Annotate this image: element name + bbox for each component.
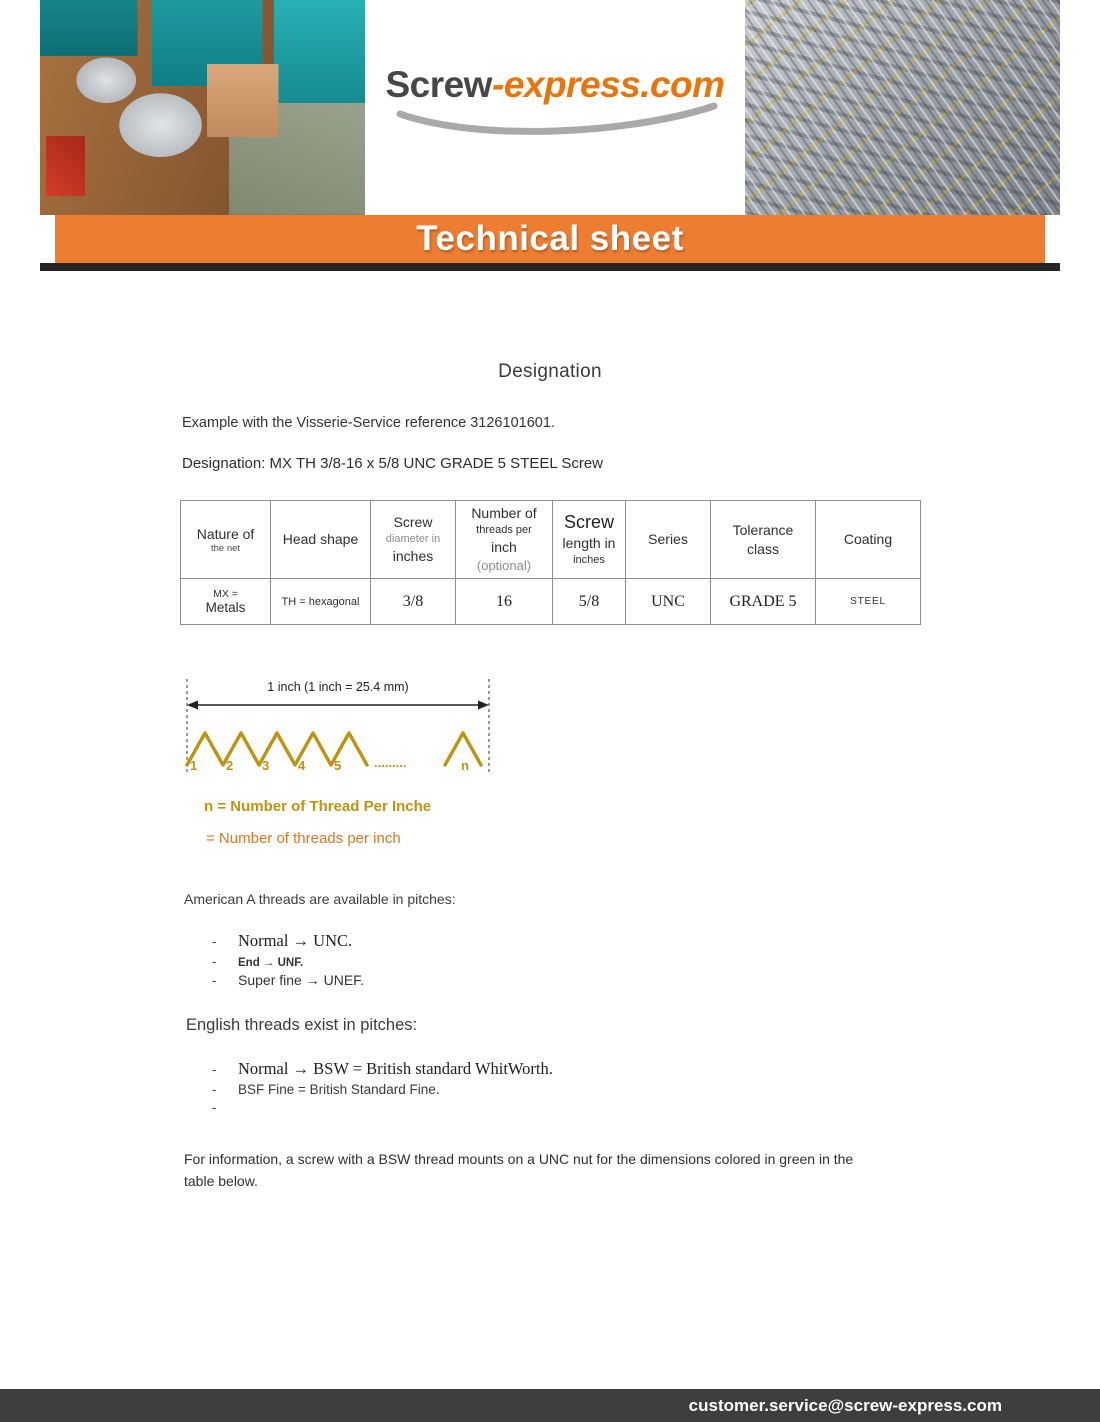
col-header-coating [816, 501, 921, 579]
cell-line: MX = [213, 588, 238, 600]
list-item [212, 931, 1100, 951]
thread-number: 5 [334, 758, 342, 773]
designation-table [180, 500, 921, 625]
header-line: Head shape [282, 531, 359, 548]
info-note: For information, a screw with a BSW thread mounts on a UNC nut for the dimensions colored in green in the table below. [184, 1151, 854, 1189]
logo-text-dark: Screw [385, 64, 492, 105]
logo-swoosh [390, 102, 720, 144]
diagram-caption-bold: n = Number of Thread Per Inche [204, 798, 432, 815]
arrowhead-right [478, 701, 489, 710]
main-content [0, 361, 1100, 1192]
list-item-text: End → UNF. [238, 957, 304, 969]
cell-line: STEEL [850, 596, 886, 607]
cell-head-shape [271, 579, 371, 625]
footer-email[interactable]: customer.service@screw-express.com [688, 1395, 1002, 1415]
list-item [212, 972, 1100, 988]
arrowhead-left [187, 701, 198, 710]
english-threads-intro: English threads exist in pitches: [186, 1016, 418, 1034]
header [0, 0, 1100, 215]
header-line: Tolerance [732, 521, 794, 538]
cell-series [626, 579, 711, 625]
list-dash: - [212, 934, 217, 949]
list-dash: - [212, 1082, 217, 1097]
header-photo-right [745, 0, 1060, 215]
list-item [212, 1100, 1100, 1115]
inch-dimension-label: 1 inch (1 inch = 25.4 mm) [267, 680, 409, 694]
banner [55, 215, 1045, 263]
cell-line: Metals [205, 600, 246, 615]
english-threads-list [0, 1059, 1100, 1115]
cell-diameter [371, 579, 456, 625]
header-photo-left [40, 0, 365, 215]
logo-area [365, 0, 745, 215]
header-line: inch [491, 538, 517, 555]
cell-line: UNC [651, 592, 685, 610]
thread-number: 1 [190, 758, 198, 773]
cell-coating [816, 579, 921, 625]
header-line: length in [562, 534, 616, 551]
diagram-caption-orange: = Number of threads per inch [206, 830, 401, 847]
header-line: inches [392, 547, 434, 564]
list-dash: - [212, 973, 217, 988]
header-line: the net [210, 543, 241, 555]
cell-line: 5/8 [578, 592, 600, 610]
list-dash: - [212, 1062, 217, 1077]
table-header-row [181, 501, 921, 579]
thread-number: 3 [262, 758, 270, 773]
thread-number: 2 [226, 758, 234, 773]
cell-tolerance [711, 579, 816, 625]
cell-line: 16 [496, 592, 512, 610]
list-item [212, 1082, 1100, 1097]
list-dash: - [212, 954, 217, 969]
list-item-text: Super fine → UNEF. [238, 972, 365, 988]
thread-n-label: n [461, 758, 469, 773]
cell-nature [181, 579, 271, 625]
cell-threads-per-inch [456, 579, 553, 625]
list-item-text: Normal → UNC. [238, 931, 353, 950]
list-item-text: Normal → BSW = British standard WhitWorth. [238, 1059, 553, 1078]
page-title: Designation [498, 361, 602, 382]
banner-title: Technical sheet [416, 219, 684, 258]
col-header-series [626, 501, 711, 579]
cell-length [553, 579, 626, 625]
list-dash: - [212, 1100, 217, 1115]
col-header-head-shape [271, 501, 371, 579]
col-header-screw-length [553, 501, 626, 579]
header-line: Coating [843, 531, 893, 548]
list-item [212, 954, 1100, 969]
american-threads-intro: American A threads are available in pitches: [184, 891, 456, 907]
col-header-screw-diameter [371, 501, 456, 579]
thread-diagram-svg [182, 677, 502, 777]
col-header-tolerance-class [711, 501, 816, 579]
thread-dots: ......... [374, 755, 407, 770]
american-threads-list [0, 931, 1100, 988]
table-row [181, 579, 921, 625]
list-item [212, 1059, 1100, 1079]
footer [0, 1389, 1100, 1422]
col-header-nature-of-net [181, 501, 271, 579]
header-line: (optional) [476, 557, 532, 573]
cell-line: GRADE 5 [729, 592, 797, 610]
header-line: Screw [563, 512, 614, 533]
header-line: Screw [393, 514, 433, 531]
thread-number: 4 [298, 758, 306, 773]
example-line: Example with the Visserie-Service reference 3126101601. [182, 415, 555, 431]
cell-line: 3/8 [402, 592, 424, 610]
header-line: Number of [471, 505, 537, 522]
thread-diagram [182, 677, 502, 782]
logo [385, 64, 724, 106]
header-line: inches [573, 553, 605, 566]
cell-line: TH = hexagonal [281, 595, 360, 608]
list-item-text: BSF Fine = British Standard Fine. [238, 1082, 440, 1097]
header-line: diameter in [385, 533, 441, 546]
header-line: Nature of [196, 525, 255, 542]
header-line: class [747, 540, 779, 557]
col-header-threads-per-inch [456, 501, 553, 579]
header-line: Series [648, 531, 688, 548]
designation-line: Designation: MX TH 3/8-16 x 5/8 UNC GRADE 5 STEEL Screw [182, 455, 603, 472]
header-line: threads per [476, 523, 532, 536]
logo-text-orange: -express.com [491, 64, 725, 105]
banner-underline [40, 263, 1060, 271]
